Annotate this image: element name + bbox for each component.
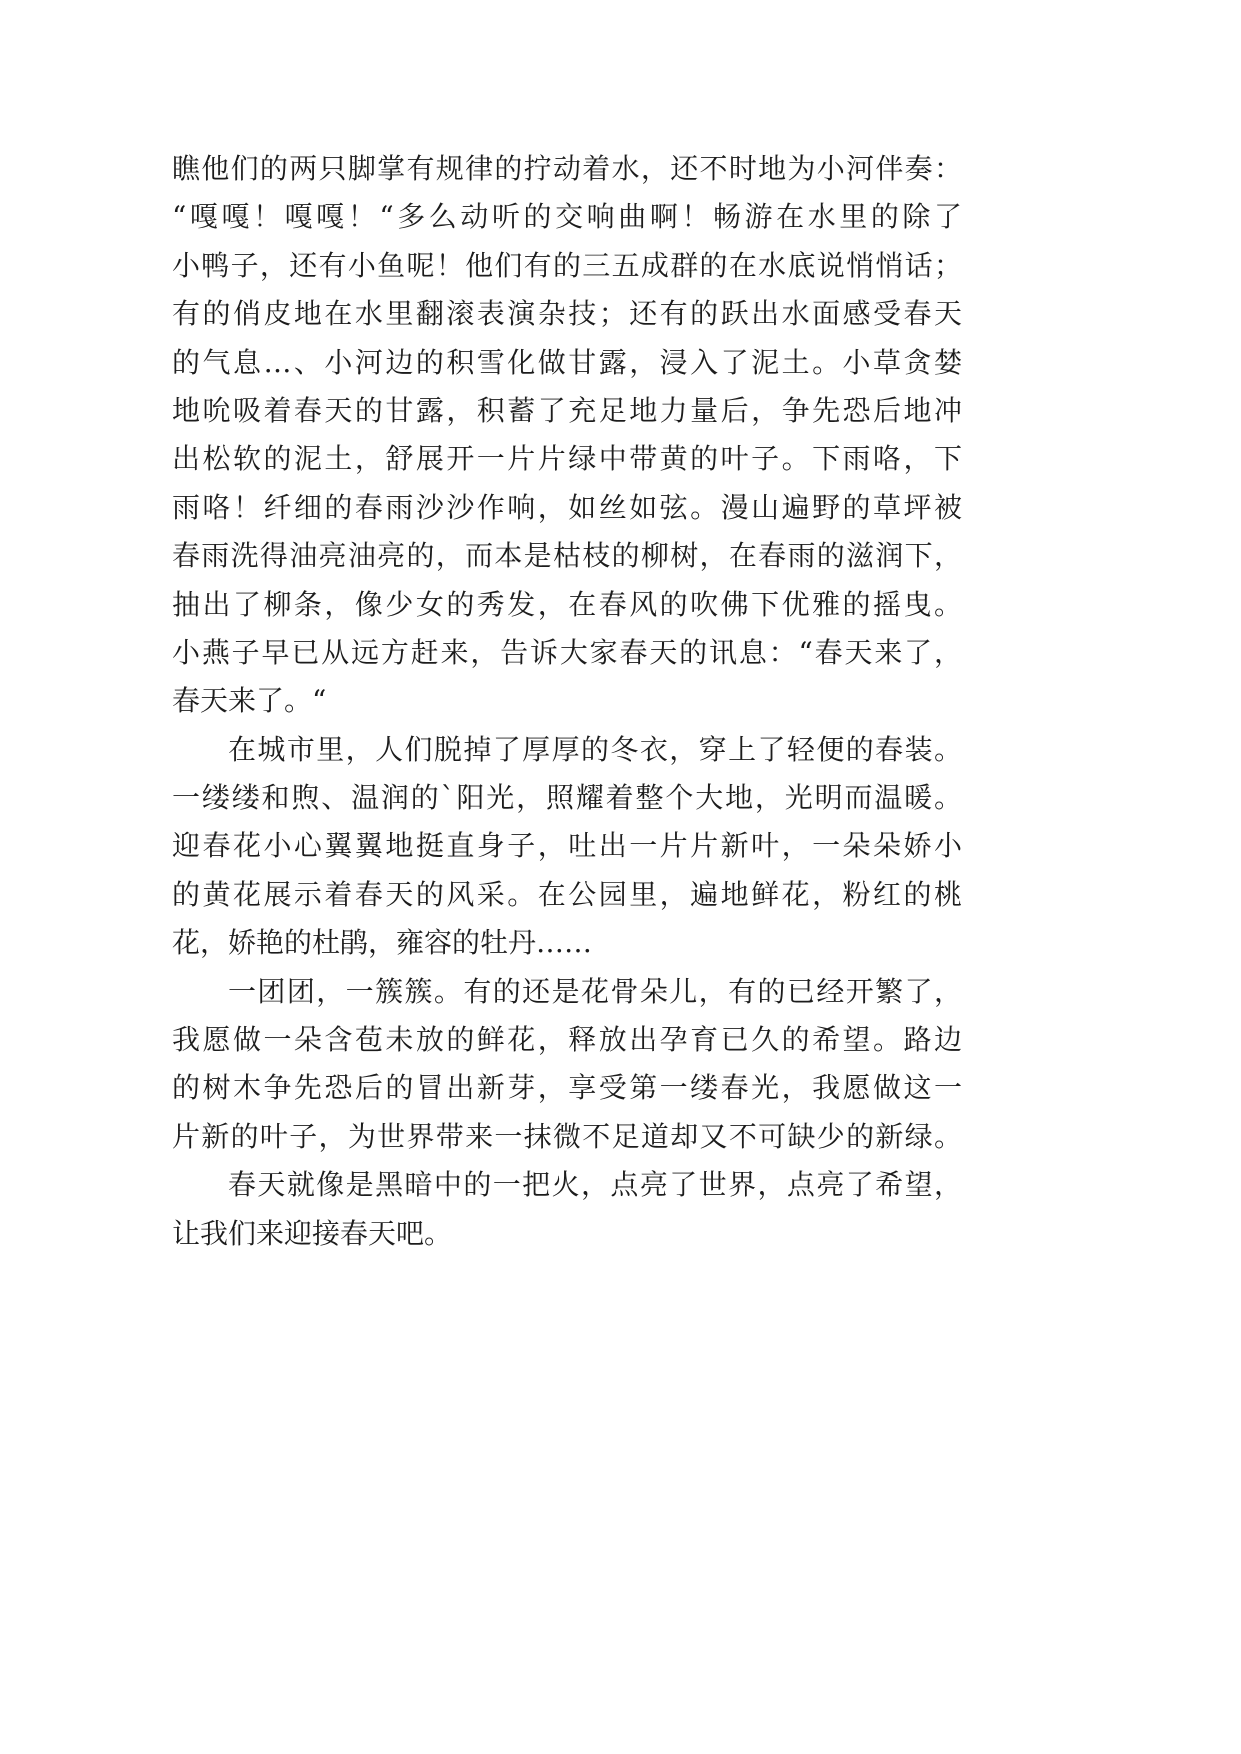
text-line: 瞧他们的两只脚掌有规律的拧动着水，还不时地为小河伴奏： bbox=[172, 152, 962, 185]
paragraph bbox=[172, 145, 962, 726]
text-line: 雨咯！纤细的春雨沙沙作响，如丝如弦。漫山遍野的草坪被 bbox=[172, 490, 962, 524]
text-line: 的树木争先恐后的冒出新芽，享受第一缕春光，我愿做这一 bbox=[172, 1071, 962, 1105]
text-line: 出松软的泥土，舒展开一片片绿中带黄的叶子。下雨咯，下 bbox=[172, 442, 962, 476]
text-line: 有的俏皮地在水里翻滚表演杂技；还有的跃出水面感受春天 bbox=[172, 297, 962, 331]
text-line: 小燕子早已从远方赶来，告诉大家春天的讯息：“春天来了， bbox=[172, 635, 962, 669]
text-line: 一团团，一簇簇。有的还是花骨朵儿，有的已经开繁了， bbox=[228, 974, 962, 1008]
text-line: 花，娇艳的杜鹃，雍容的牡丹…… bbox=[172, 926, 593, 960]
paragraph bbox=[172, 968, 962, 1162]
text-line: 片新的叶子，为世界带来一抹微不足道却又不可缺少的新绿。 bbox=[172, 1119, 962, 1153]
paragraph bbox=[172, 1161, 962, 1258]
text-line: 春天来了。“ bbox=[172, 684, 327, 718]
text-line: 春雨洗得油亮油亮的，而本是枯枝的柳树，在春雨的滋润下， bbox=[172, 539, 962, 573]
text-line: 的气息…、小河边的积雪化做甘露，浸入了泥土。小草贪婪 bbox=[172, 345, 962, 379]
text-line: 地吮吸着春天的甘露，积蓄了充足地力量后，争先恐后地冲 bbox=[172, 393, 962, 427]
text-line: 小鸭子，还有小鱼呢！他们有的三五成群的在水底说悄悄话； bbox=[172, 248, 962, 282]
text-line: 迎春花小心翼翼地挺直身子，吐出一片片新叶，一朵朵娇小 bbox=[172, 829, 962, 863]
text-line: 一缕缕和煦、温润的`阳光，照耀着整个大地，光明而温暖。 bbox=[172, 781, 962, 815]
text-line: 我愿做一朵含苞未放的鲜花，释放出孕育已久的希望。路边 bbox=[172, 1023, 962, 1057]
text-line: “嘎嘎！嘎嘎！“多么动听的交响曲啊！畅游在水里的除了 bbox=[172, 200, 962, 234]
text-line: 的黄花展示着春天的风采。在公园里，遍地鲜花，粉红的桃 bbox=[172, 877, 962, 911]
text-line: 抽出了柳条，像少女的秀发，在春风的吹佛下优雅的摇曳。 bbox=[172, 587, 962, 621]
text-line: 在城市里，人们脱掉了厚厚的冬衣，穿上了轻便的春装。 bbox=[228, 732, 962, 766]
body-text bbox=[172, 145, 962, 1258]
paragraph bbox=[172, 726, 962, 968]
text-line: 春天就像是黑暗中的一把火，点亮了世界，点亮了希望， bbox=[228, 1168, 962, 1202]
text-line: 让我们来迎接春天吧。 bbox=[172, 1216, 453, 1250]
